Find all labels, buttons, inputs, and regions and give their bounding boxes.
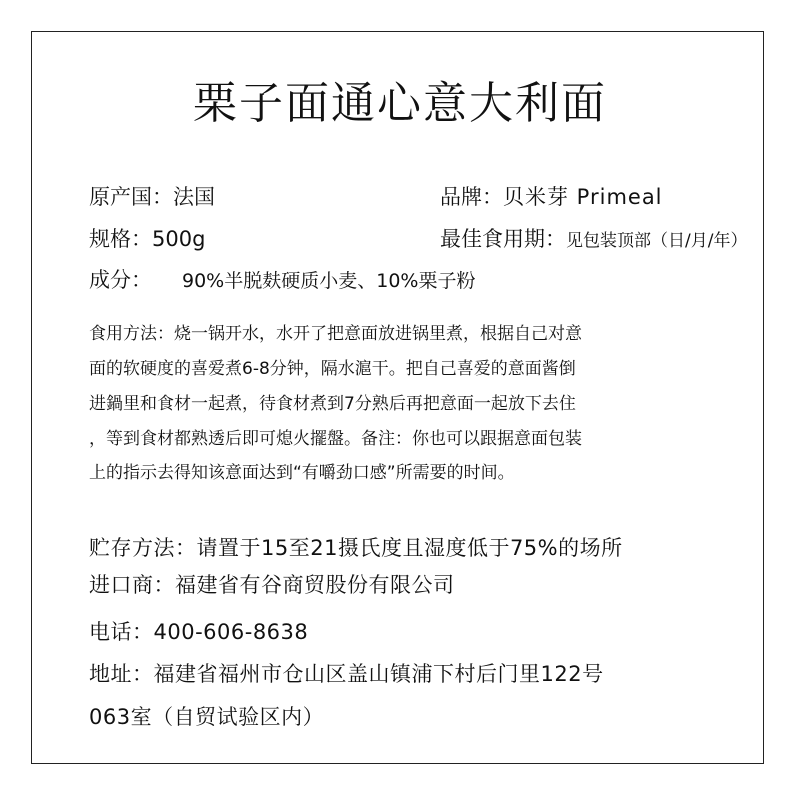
usage-line-5: 上的指示去得知该意面达到“有嚼劲口感”所需要的时间。 — [89, 463, 515, 483]
ingredients-label: 成分： — [89, 268, 152, 292]
ingredients-value: 90%半脱麸硬质小麦、10%栗子粉 — [182, 270, 476, 292]
origin-label: 原产国： — [89, 185, 173, 209]
usage-line-2: 面的软硬度的喜爱煮6-8分钟，隔水滬干。把自己喜爱的意面酱倒 — [89, 359, 576, 379]
ingredients-row — [89, 265, 475, 296]
product-title: 栗子面通心意大利面 — [193, 78, 607, 129]
bestbefore-label: 最佳食用期： — [440, 227, 566, 251]
address-row-1: 地址：福建省福州市仓山区盖山镇浦下村后门里122号 — [89, 662, 604, 686]
importer-row: 进口商：福建省有谷商贸股份有限公司 — [89, 573, 455, 597]
size-label: 规格： — [89, 227, 152, 251]
origin-value: 法国 — [173, 185, 215, 209]
size-value: 500g — [152, 227, 206, 251]
storage-row: 贮存方法：请置于15至21摄氏度且湿度低于75%的场所 — [89, 536, 623, 560]
address-row-2: 063室（自贸试验区内） — [89, 705, 325, 729]
brand-row — [440, 182, 663, 212]
size-row — [89, 224, 205, 254]
usage-line-3: 进鍋里和食材一起煮，待食材煮到7分熟后再把意面一起放下去住 — [89, 394, 576, 414]
phone-row: 电话：400-606-8638 — [89, 620, 309, 644]
brand-label: 品牌： — [440, 185, 503, 209]
bestbefore-value: 见包装顶部（日/月/年） — [566, 231, 748, 251]
origin-row — [89, 182, 215, 212]
usage-line-4: ，等到食材都熟透后即可熄火擺盤。备注：你也可以跟据意面包装 — [89, 429, 582, 449]
brand-value: 贝米芽 Primeal — [503, 185, 663, 209]
usage-line-1: 食用方法：烧一锅开水，水开了把意面放进锅里煮，根据自己对意 — [89, 324, 582, 344]
bestbefore-row — [440, 224, 747, 256]
